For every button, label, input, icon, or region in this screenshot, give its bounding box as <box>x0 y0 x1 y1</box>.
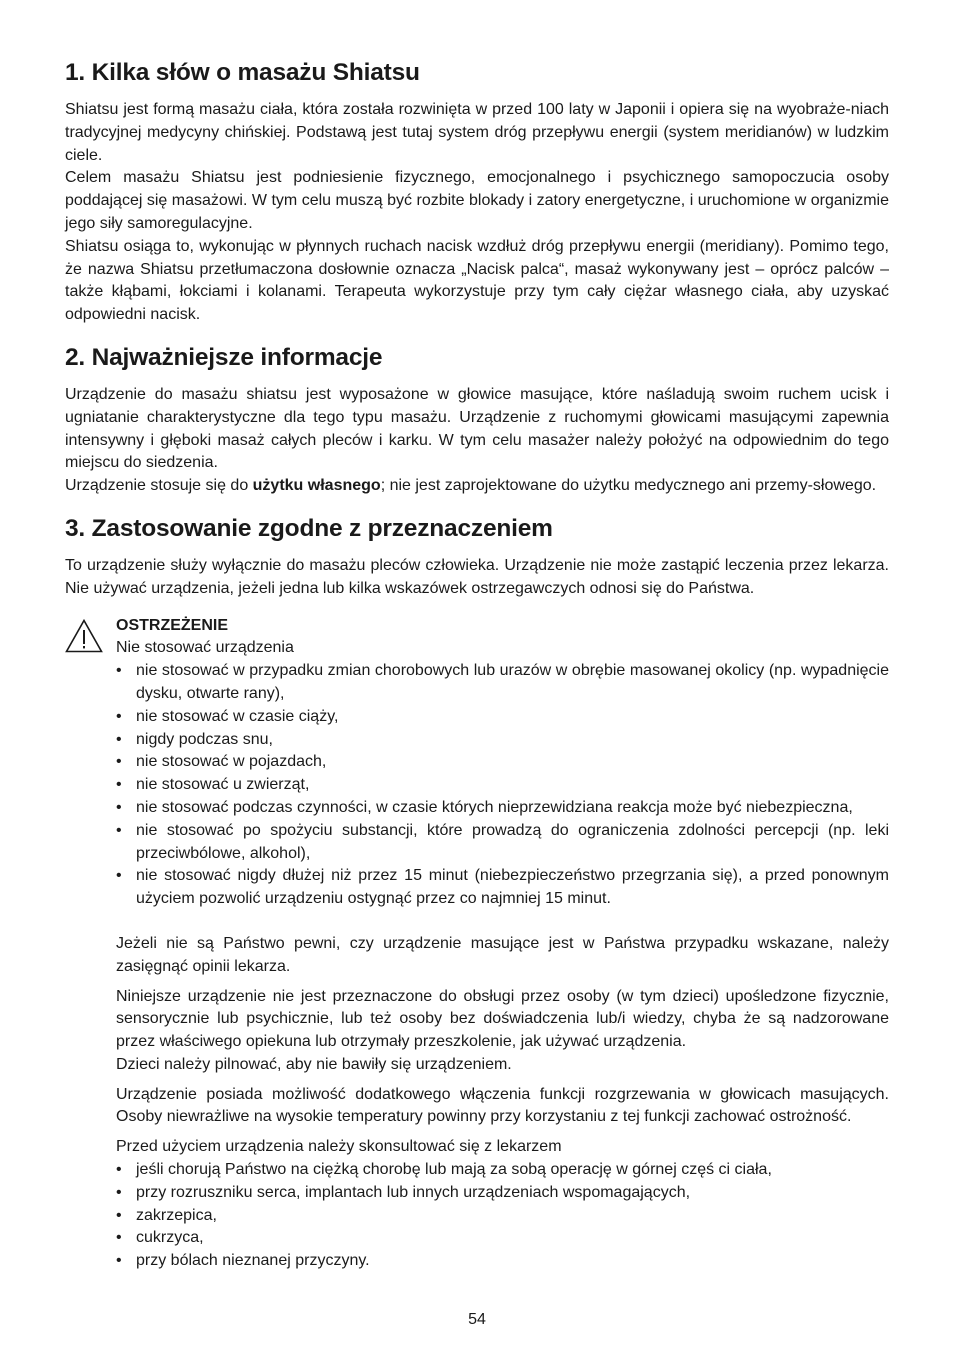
paragraph: To urządzenie służy wyłącznie do masażu pleców człowieka. Urządzenie nie może zastąpić leczenia przez lekarza. Nie używać urządzenia, jeżeli jedna lub kilka wskazówek ostrzegawczych odnosi się do Państwa. <box>65 556 889 597</box>
warning-block <box>65 615 889 1274</box>
warning-intro: Nie stosować urządzenia <box>116 639 294 657</box>
usage-prefix: Urządzenie stosuje się do <box>65 477 253 495</box>
section-intended-use <box>65 512 889 601</box>
list-item: • jeśli chorują Państwo na ciężką chorobę lub mają za sobą operację w górnej częś ci ciała, <box>116 1159 889 1182</box>
list-item: • nie stosować w pojazdach, <box>116 751 889 774</box>
list-item: • nie stosować po spożyciu substancji, które prowadzą do ograniczenia zdolności percepcji (np. leki przeciwbólowe, alkohol), <box>116 821 889 862</box>
bullet: • <box>116 707 122 725</box>
consult-intro: Przed użyciem urządzenia należy skonsultować się z lekarzem <box>116 1138 562 1156</box>
bullet: • <box>116 821 122 839</box>
page-number: 54 <box>468 1311 486 1328</box>
persons-note: Niniejsze urządzenie nie jest przeznaczone do obsługi przez osoby (w tym dzieci) upośledzone fizycznie, sensorycznie lub psychicznie, lub też osoby bez doświadczenia lub/i wiedzy, chyba że są nadzorowane przez właściwego opiekuna lub otrzymały przeszkolenie, jak używać urządzenia. <box>116 987 889 1051</box>
warning-title: OSTRZEŻENIE <box>116 616 229 634</box>
usage-paragraph <box>65 475 889 498</box>
list-item: • nie stosować w czasie ciąży, <box>116 706 889 729</box>
section-heading: 1. Kilka słów o masażu Shiatsu <box>65 59 420 86</box>
section-heading: 3. Zastosowanie zgodne z przeznaczeniem <box>65 514 553 542</box>
bullet: • <box>116 798 122 816</box>
usage-suffix: ; nie jest zaprojektowane do użytku medycznego ani przemy-słowego. <box>380 477 877 495</box>
consult-list <box>116 1159 889 1273</box>
bullet: • <box>116 662 122 680</box>
list-item: • przy bólach nieznanej przyczyny. <box>116 1250 889 1273</box>
bullet: • <box>116 753 122 771</box>
children-note: Dzieci należy pilnować, aby nie bawiły się urządzeniem. <box>116 1055 512 1073</box>
paragraph: Urządzenie do masażu shiatsu jest wyposażone w głowice masujące, które naśladują swoim ruchem ucisk i ugniatanie charakterystyczne dla tego typu masażu. Urządzenie z ruchomymi głowicami masującymi zapewnia intensywny i głęboki masaż całych pleców i karku. W tym celu masażer należy położyć na odpowiednim do tego miejscu do siedzenia. <box>65 385 889 472</box>
list-item: • przy rozruszniku serca, implantach lub innych urządzeniach wspomagających, <box>116 1182 889 1205</box>
paragraph: Shiatsu jest formą masażu ciała, która została rozwinięta w przed 100 laty w Japonii i opiera się na wyobraże-niach tradycyjnej medycyny chińskiej. Podstawą jest tutaj system dróg przepływu energii (system meridianów) w ludzkim ciele. <box>65 101 889 164</box>
warning-list <box>116 660 889 911</box>
list-item: • nie stosować nigdy dłużej niż przez 15 minut (niebezpieczeństwo przegrzania się), a przed ponownym użyciem pozwolić urządzeniu ostygnąć przez co najmniej 15 minut. <box>116 867 889 908</box>
bullet: • <box>116 1252 122 1270</box>
document-page <box>65 56 889 1273</box>
section-heading: 2. Najważniejsze informacje <box>65 343 383 371</box>
list-item: • nie stosować podczas czynności, w czasie których nieprzewidziana reakcja może być niebezpieczna, <box>116 797 889 820</box>
bullet: • <box>116 1206 122 1224</box>
list-item: • nigdy podczas snu, <box>116 729 889 752</box>
bullet: • <box>116 776 122 794</box>
list-item: • cukrzyca, <box>116 1227 889 1250</box>
list-item: • nie stosować u zwierząt, <box>116 774 889 797</box>
doctor-note: Jeżeli nie są Państwo pewni, czy urządzenie masujące jest w Państwa przypadku wskazane, należy zasięgnąć opinii lekarza. <box>116 934 889 975</box>
bullet: • <box>116 730 122 748</box>
section-important-info <box>65 341 889 498</box>
list-item: • zakrzepica, <box>116 1205 889 1228</box>
bullet: • <box>116 867 122 885</box>
list-item: • nie stosować w przypadku zmian chorobowych lub urazów w obrębie masowanej okolicy (np. wypadnięcie dysku, otwarte rany), <box>116 662 889 702</box>
paragraph: Shiatsu osiąga to, wykonując w płynnych ruchach nacisk wzdłuż dróg przepływu energii (meridiany). Pomimo tego, że nazwa Shiatsu przetłumaczona dosłownie oznacza „Nacisk palca“, masaż wykonywany jest – oprócz palców – także kłąbami, łokciami i kolanami. Terapeuta wykorzystuje przy tym cały ciężar własnego ciała, aby uzyskać odpowiedni nacisk. <box>65 237 889 324</box>
warning-triangle-icon <box>65 619 103 653</box>
section-about-shiatsu <box>65 56 889 327</box>
bullet: • <box>116 1183 122 1201</box>
paragraph: Celem masażu Shiatsu jest podniesienie fizycznego, emocjonalnego i psychicznego samopoczucia osoby poddającej się masażowi. W tym celu muszą być rozbite blokady i zatory energetyczne, i uruchomione w organizmie jego siły samoregulacyjne. <box>65 169 889 232</box>
heat-note: Urządzenie posiada możliwość dodatkowego włączenia funkcji rozgrzewania w głowicach masujących. Osoby niewrażliwe na wysokie temperatury powinny przy korzystaniu z tej funkcji zachować ostrożność. <box>116 1085 889 1126</box>
bullet: • <box>116 1229 122 1247</box>
usage-bold: użytku własnego <box>252 477 381 495</box>
bullet: • <box>116 1161 122 1179</box>
